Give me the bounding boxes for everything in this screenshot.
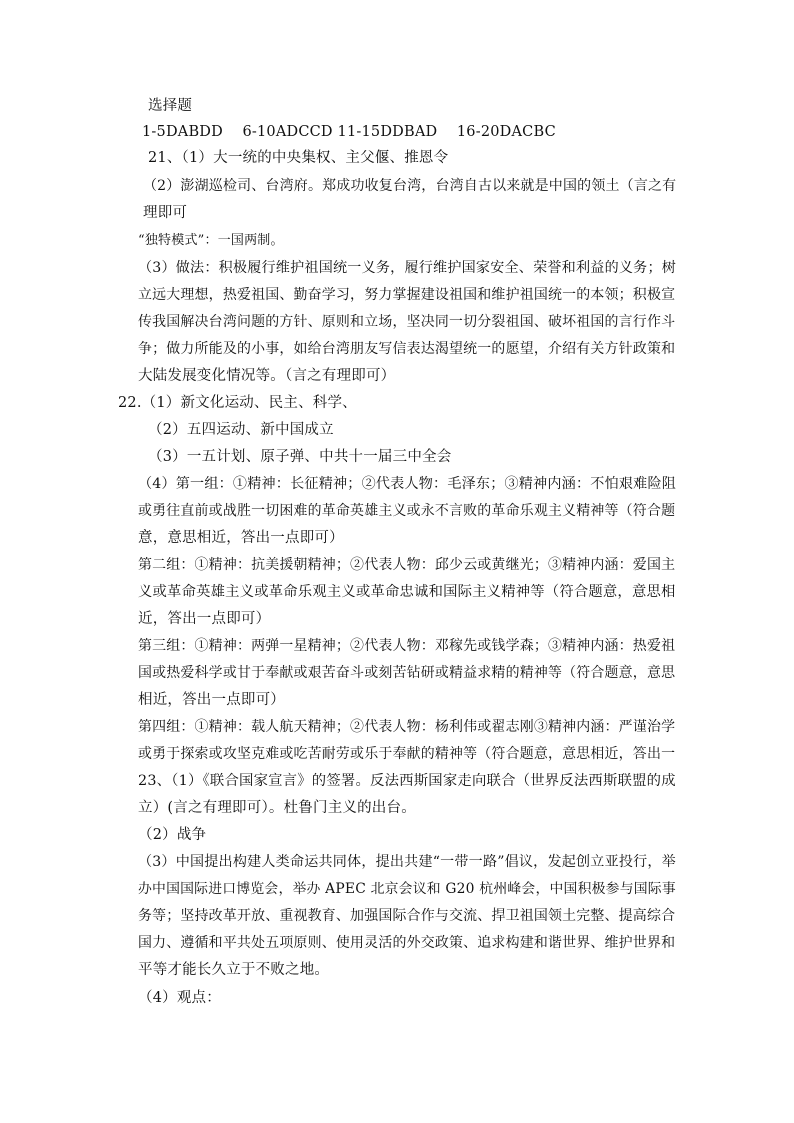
section-heading-choice: 选择题	[148, 98, 193, 114]
q21-part3-cont4: 大陆发展变化情况等。（言之有理即可）	[138, 368, 396, 384]
q23-part1: 23、（1）《联合国家宣言》的签署。反法西斯国家走向联合（世界反法西斯联盟的成	[138, 773, 676, 789]
q22-part3: （3）一五计划、原子弹、中共十一届三中全会	[148, 449, 452, 465]
q22-part2: （2）五四运动、新中国成立	[148, 422, 334, 438]
q21-part3-cont3: 争；做力所能及的小事，如给台湾朋友写信表达渴望统一的愿望，介绍有关方针政策和	[138, 341, 676, 357]
q22-part4-group1-cont2: 意，意思相近，答出一点即可）	[138, 530, 344, 546]
q22-part4-group2-cont2: 近，答出一点即可）	[138, 611, 271, 627]
q23-part4: （4）观点：	[138, 990, 221, 1006]
q22-part4-group2-cont1: 义或革命英雄主义或革命乐观主义或革命忠诚和国际主义精神等（符合题意，意思相	[138, 584, 676, 600]
q21-part1: 21、（1）大一统的中央集权、主父偃、推恩令	[148, 150, 449, 166]
q23-part3-cont2: 务等；坚持改革开放、重视教育、加强国际合作与交流、捍卫祖国领土完整、提高综合	[138, 908, 676, 924]
q23-part2: （2）战争	[138, 827, 207, 843]
q21-part3-cont1: 立远大理想，热爱祖国、勤奋学习，努力掌握建设祖国和维护祖国统一的本领；积极宣	[138, 287, 676, 303]
q23-part1-cont: 立）(言之有理即可）。杜鲁门主义的出台。	[138, 800, 416, 816]
q22-part4-group4: 第四组：①精神：载人航天精神；②代表人物：杨利伟或翟志刚③精神内涵：严谨治学	[138, 719, 676, 735]
q22-part4-group4-cont1: 或勇于探索或攻坚克难或吃苦耐劳或乐于奉献的精神等（符合题意，意思相近，答出一	[138, 746, 676, 762]
q22-part4-group1: （4）第一组：①精神：长征精神；②代表人物：毛泽东；③精神内涵：不怕艰难险阻	[138, 476, 677, 492]
q22-part4-group3: 第三组：①精神：两弹一星精神；②代表人物：邓稼先或钱学森；③精神内涵：热爱祖	[138, 638, 676, 654]
q22-part1: 22.（1）新文化运动、民主、科学、	[118, 395, 357, 411]
choice-answers: 1-5DABDD 6-10ADCCD 11-15DDBAD 16-20DACBC	[142, 124, 556, 140]
q21-part3-cont2: 传我国解决台湾问题的方针、原则和立场，坚决同一切分裂祖国、破坏祖国的言行作斗	[138, 314, 676, 330]
q21-part2-cont: 理即可	[143, 205, 188, 221]
q21-special-mode: “独特模式”：一国两制。	[138, 233, 284, 248]
q22-part4-group3-cont1: 国或热爱科学或甘于奉献或艰苦奋斗或刻苦钻研或精益求精的精神等（符合题意，意思	[138, 665, 676, 681]
q21-part2: （2）澎湖巡检司、台湾府。郑成功收复台湾，台湾自古以来就是中国的领土（言之有	[143, 178, 677, 194]
q23-part3-cont3: 国力、遵循和平共处五项原则、使用灵活的外交政策、追求构建和谐世界、维护世界和	[138, 935, 676, 951]
q22-part4-group2: 第二组：①精神：抗美援朝精神；②代表人物：邱少云或黄继光；③精神内涵：爱国主	[138, 557, 676, 573]
q23-part3-cont4: 平等才能长久立于不败之地。	[138, 962, 330, 978]
q23-part3: （3）中国提出构建人类命运共同体，提出共建“一带一路”倡议，发起创立亚投行，举	[138, 854, 676, 870]
q22-part4-group1-cont1: 或勇往直前或战胜一切困难的革命英雄主义或永不言败的革命乐观主义精神等（符合题	[138, 503, 676, 519]
q21-part3: （3）做法：积极履行维护祖国统一义务，履行维护国家安全、荣誉和利益的义务；树	[138, 260, 677, 276]
q23-part3-cont1: 办中国国际进口博览会，举办 APEC 北京会议和 G20 杭州峰会，中国积极参与国际事	[138, 881, 676, 897]
q22-part4-group3-cont2: 相近，答出一点即可）	[138, 692, 285, 708]
